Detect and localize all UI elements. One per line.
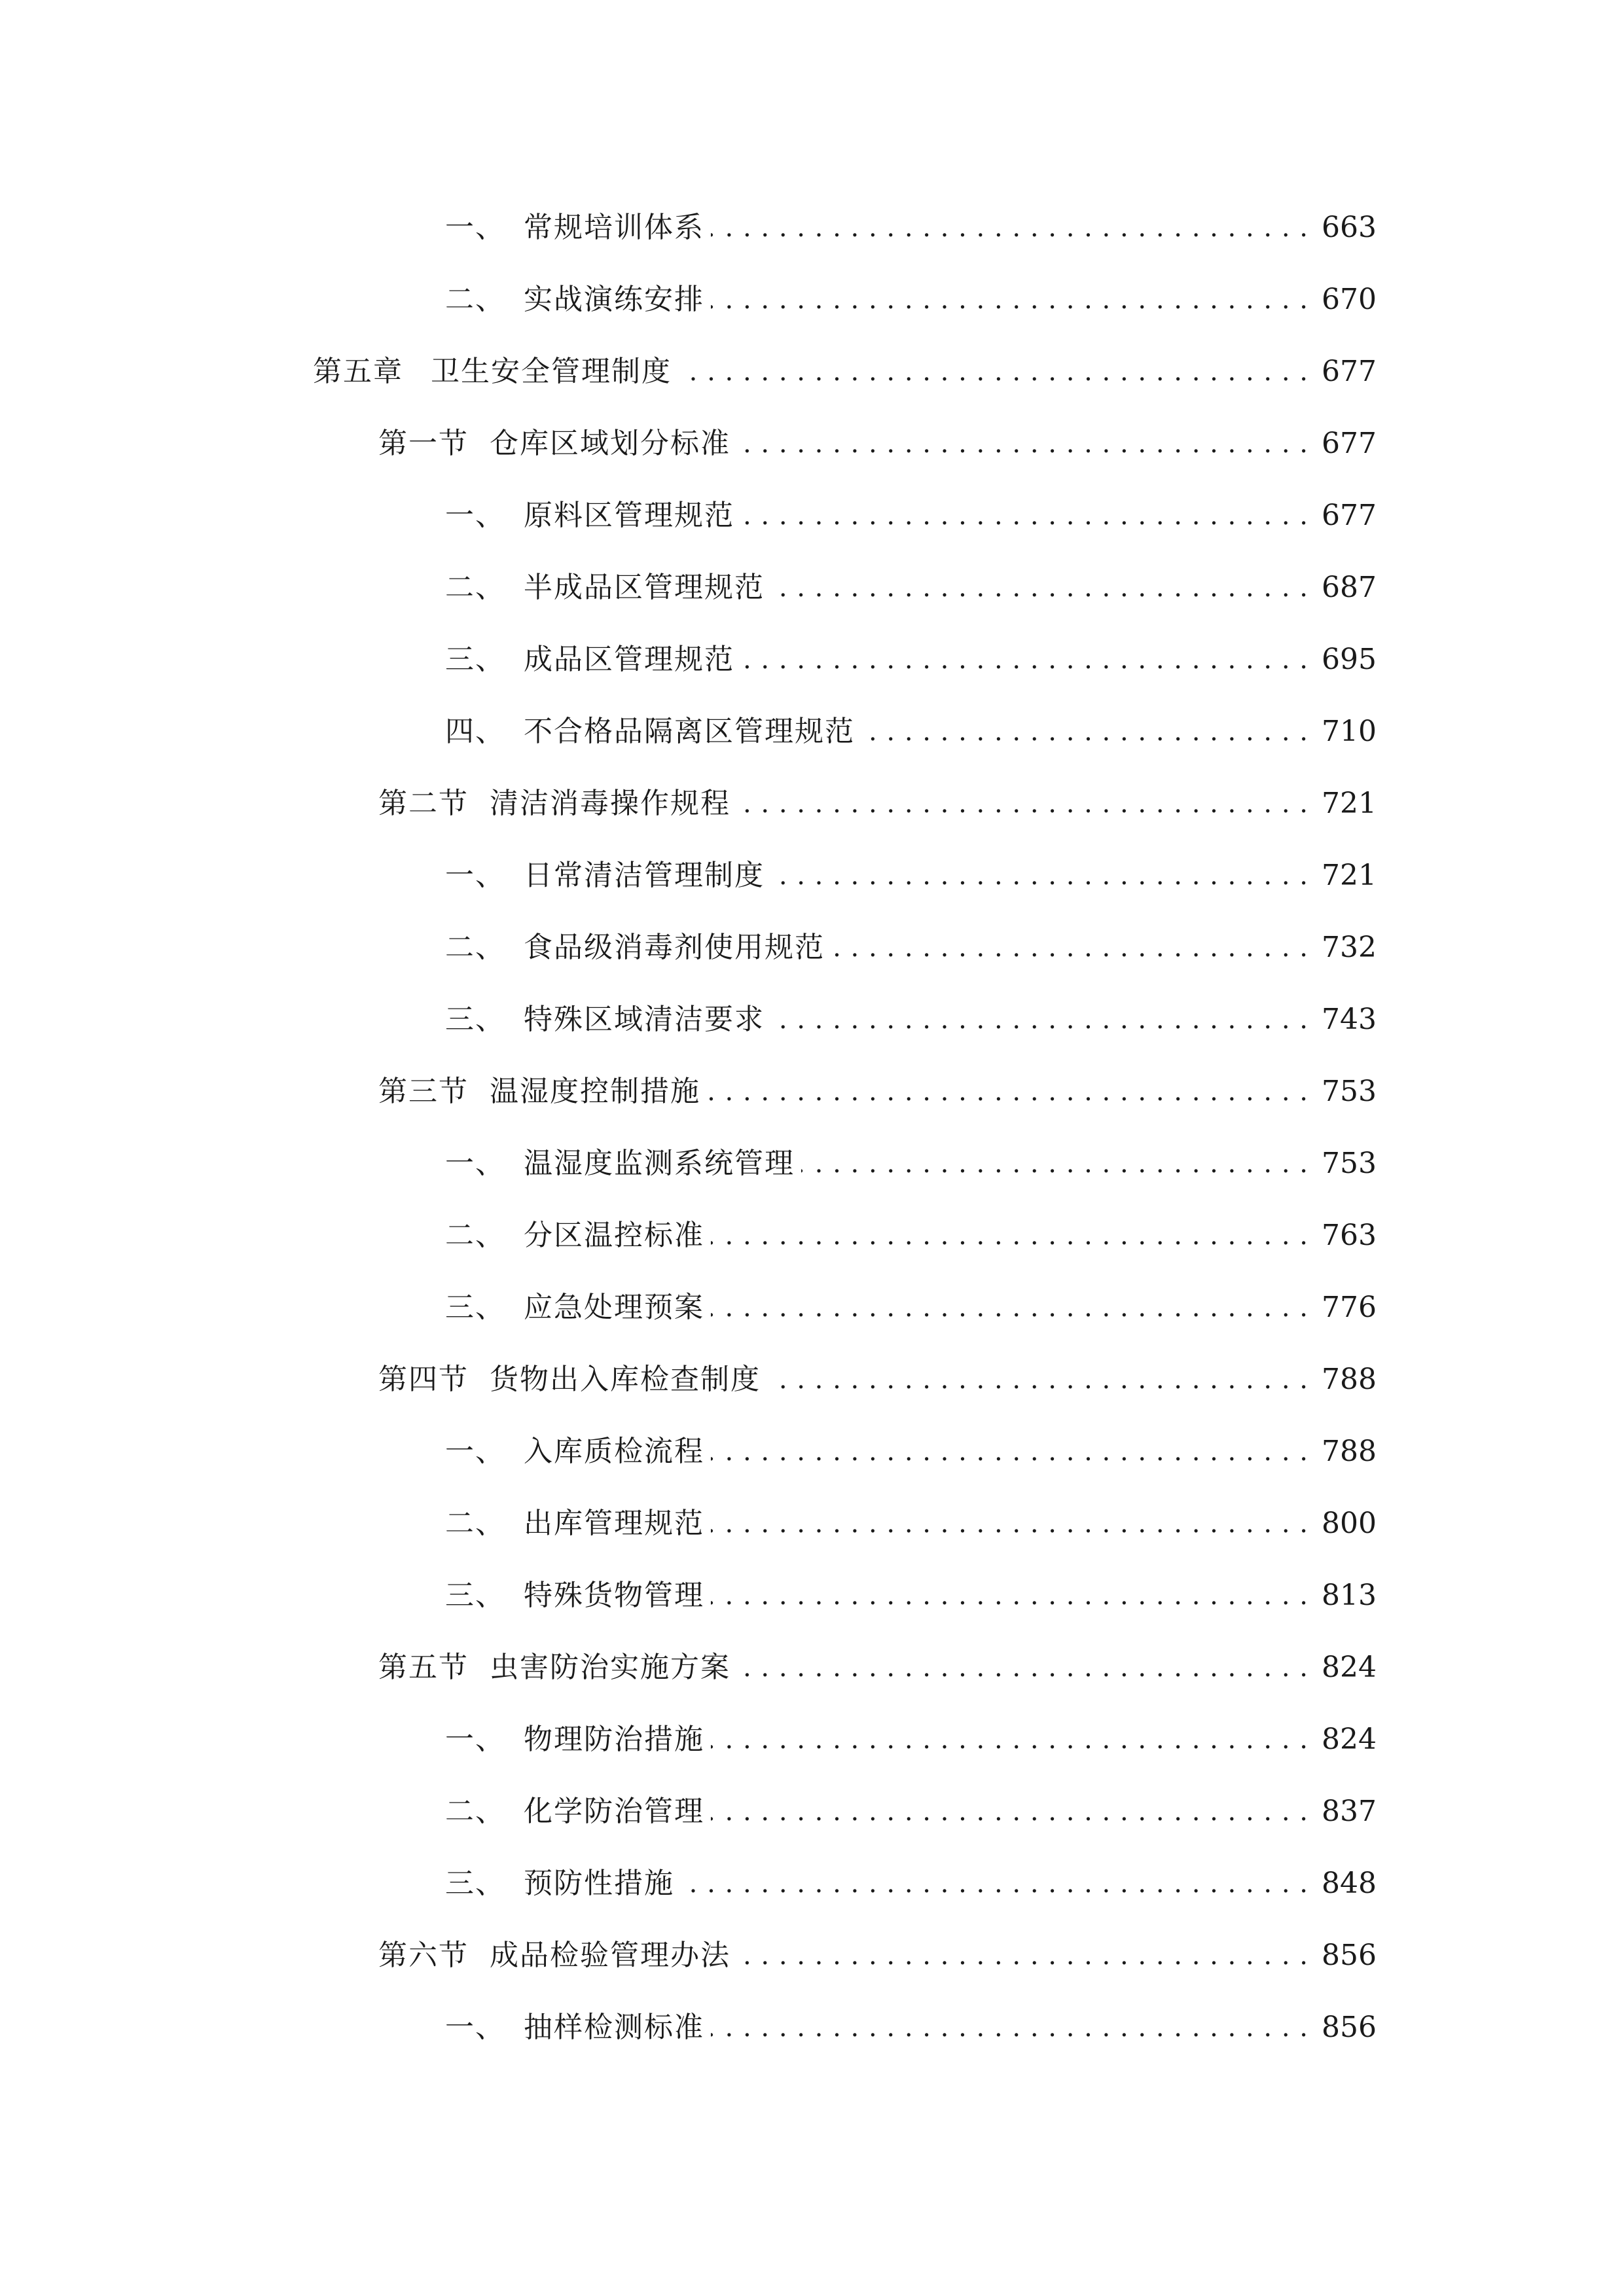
toc-entry-title: 清洁消毒操作规程: [490, 787, 731, 820]
toc-dot-leader: [741, 490, 1308, 542]
toc-entry-title: 入库质检流程: [524, 1435, 704, 1468]
toc-entry-number: 四、: [445, 715, 505, 748]
toc-entry-number: 第四节: [378, 1363, 469, 1396]
toc-entry[interactable]: [445, 1713, 1377, 1766]
toc-entry-page: 753: [1322, 1075, 1377, 1108]
toc-entry-number: 三、: [445, 1003, 505, 1036]
toc-dot-leader: [711, 1713, 1308, 1766]
toc-entry-number: 三、: [445, 643, 505, 676]
toc-dot-leader: [737, 778, 1308, 830]
toc-entry-page: 800: [1322, 1507, 1377, 1540]
toc-entry[interactable]: [445, 1785, 1377, 1838]
toc-dot-leader: [711, 1570, 1308, 1622]
toc-entry-page: 856: [1322, 2011, 1377, 2044]
toc-entry-title: 成品区管理规范: [524, 643, 734, 676]
toc-entry-section[interactable]: [378, 778, 1377, 830]
toc-entry[interactable]: [445, 1426, 1377, 1478]
toc-dot-leader: [711, 1785, 1308, 1838]
toc-dot-leader: [711, 1210, 1308, 1262]
toc-entry-title: 出库管理规范: [524, 1507, 704, 1540]
toc-entry-page: 677: [1322, 499, 1377, 532]
toc-entry-page: 813: [1322, 1579, 1377, 1612]
toc-entry-title: 半成品区管理规范: [524, 571, 765, 604]
toc-entry[interactable]: [445, 490, 1377, 542]
toc-dot-leader: [771, 562, 1308, 614]
toc-entry-page: 848: [1322, 1867, 1377, 1900]
toc-entry[interactable]: [445, 634, 1377, 686]
toc-entry-number: 一、: [445, 1147, 505, 1180]
toc-dot-leader: [737, 1641, 1308, 1694]
toc-entry-number: 一、: [445, 211, 505, 244]
toc-entry-page: 721: [1322, 787, 1377, 820]
toc-entry-title: 应急处理预案: [524, 1291, 704, 1324]
toc-entry-title: 卫生安全管理制度: [431, 355, 672, 388]
toc-entry-title: 抽样检测标准: [524, 2011, 704, 2044]
toc-dot-leader: [771, 850, 1308, 902]
toc-dot-leader: [767, 1354, 1308, 1406]
toc-entry-page: 753: [1322, 1147, 1377, 1180]
toc-entry-number: 第六节: [378, 1939, 469, 1972]
toc-entry-number: 一、: [445, 1435, 505, 1468]
toc-dot-leader: [741, 634, 1308, 686]
toc-entry[interactable]: [445, 1570, 1377, 1622]
toc-entry-number: 第二节: [378, 787, 469, 820]
toc-dot-leader: [681, 1857, 1308, 1910]
toc-entry-page: 677: [1322, 355, 1377, 388]
toc-dot-leader: [711, 274, 1308, 326]
toc-dot-leader: [737, 1929, 1308, 1982]
toc-entry-title: 分区温控标准: [524, 1219, 704, 1252]
toc-entry-title: 日常清洁管理制度: [524, 859, 765, 892]
toc-dot-leader: [711, 1282, 1308, 1334]
toc-dot-leader: [678, 346, 1308, 398]
toc-entry-page: 856: [1322, 1939, 1377, 1972]
toc-entry-title: 温湿度控制措施: [490, 1075, 700, 1108]
toc-dot-leader: [707, 1066, 1308, 1118]
toc-entry[interactable]: [445, 562, 1377, 614]
toc-entry-page: 776: [1322, 1291, 1377, 1324]
toc-entry-number: 第一节: [378, 427, 469, 460]
toc-entry[interactable]: [445, 202, 1377, 254]
toc-entry-section[interactable]: [378, 1641, 1377, 1694]
toc-entry-number: 二、: [445, 283, 505, 316]
toc-entry-page: 677: [1322, 427, 1377, 460]
toc-entry[interactable]: [445, 1282, 1377, 1334]
toc-entry[interactable]: [445, 706, 1377, 758]
toc-entry-number: 第五章: [313, 355, 403, 388]
toc-entry-page: 663: [1322, 211, 1377, 244]
toc-entry-number: 三、: [445, 1867, 505, 1900]
toc-dot-leader: [711, 2001, 1308, 2054]
toc-dot-leader: [771, 994, 1308, 1046]
toc-entry-number: 一、: [445, 2011, 505, 2044]
toc-entry-title: 预防性措施: [524, 1867, 674, 1900]
toc-entry-page: 824: [1322, 1651, 1377, 1684]
toc-entry-number: 二、: [445, 571, 505, 604]
toc-entry-page: 695: [1322, 643, 1377, 676]
toc-entry-title: 成品检验管理办法: [490, 1939, 731, 1972]
toc-entry-title: 温湿度监测系统管理: [524, 1147, 795, 1180]
toc-entry-page: 788: [1322, 1435, 1377, 1468]
toc-entry-title: 化学防治管理: [524, 1795, 704, 1828]
toc-entry[interactable]: [445, 850, 1377, 902]
toc-entry-number: 第三节: [378, 1075, 469, 1108]
toc-entry-title: 特殊货物管理: [524, 1579, 704, 1612]
toc-entry-number: 第五节: [378, 1651, 469, 1684]
toc-entry-number: 二、: [445, 931, 505, 964]
toc-entry[interactable]: [445, 1857, 1377, 1910]
toc-entry-number: 三、: [445, 1291, 505, 1324]
toc-entry[interactable]: [445, 1498, 1377, 1550]
toc-dot-leader: [801, 1138, 1308, 1190]
toc-entry-page: 721: [1322, 859, 1377, 892]
toc-entry-number: 一、: [445, 1723, 505, 1756]
toc-entry-number: 二、: [445, 1219, 505, 1252]
toc-entry-number: 三、: [445, 1579, 505, 1612]
toc-entry-title: 货物出入库检查制度: [490, 1363, 761, 1396]
toc-dot-leader: [711, 1498, 1308, 1550]
toc-entry-page: 670: [1322, 283, 1377, 316]
toc-entry-title: 虫害防治实施方案: [490, 1651, 731, 1684]
toc-entry[interactable]: [445, 994, 1377, 1046]
toc-entry-page: 687: [1322, 571, 1377, 604]
toc-entry-number: 一、: [445, 859, 505, 892]
toc-entry-title: 原料区管理规范: [524, 499, 734, 532]
toc-entry[interactable]: [445, 2001, 1377, 2054]
toc-entry-page: 837: [1322, 1795, 1377, 1828]
toc-dot-leader: [737, 418, 1308, 470]
toc-entry-page: 763: [1322, 1219, 1377, 1252]
toc-entry-page: 743: [1322, 1003, 1377, 1036]
toc-entry-title: 实战演练安排: [524, 283, 704, 316]
toc-entry[interactable]: [445, 922, 1377, 974]
toc-entry-title: 食品级消毒剂使用规范: [524, 931, 825, 964]
toc-entry[interactable]: [445, 1138, 1377, 1190]
toc-dot-leader: [831, 922, 1308, 974]
toc-dot-leader: [711, 1426, 1308, 1478]
toc-entry-section[interactable]: [378, 418, 1377, 470]
toc-entry-title: 不合格品隔离区管理规范: [524, 715, 855, 748]
toc-entry-title: 特殊区域清洁要求: [524, 1003, 765, 1036]
toc-entry-number: 二、: [445, 1795, 505, 1828]
toc-dot-leader: [861, 706, 1308, 758]
toc-entry-page: 732: [1322, 931, 1377, 964]
toc-entry-page: 710: [1322, 715, 1377, 748]
toc-entry-number: 一、: [445, 499, 505, 532]
toc-entry-number: 二、: [445, 1507, 505, 1540]
toc-entry-section[interactable]: [378, 1929, 1377, 1982]
toc-entry-title: 常规培训体系: [524, 211, 704, 244]
toc-entry-section[interactable]: [378, 1066, 1377, 1118]
toc-dot-leader: [711, 202, 1308, 254]
toc-entry-title: 仓库区域划分标准: [490, 427, 731, 460]
toc-entry[interactable]: [445, 1210, 1377, 1262]
toc-entry-page: 788: [1322, 1363, 1377, 1396]
toc-entry-page: 824: [1322, 1723, 1377, 1756]
toc-entry-section[interactable]: [378, 1354, 1377, 1406]
toc-entry-chapter[interactable]: [313, 346, 1377, 398]
toc-entry-title: 物理防治措施: [524, 1723, 704, 1756]
toc-entry[interactable]: [445, 274, 1377, 326]
